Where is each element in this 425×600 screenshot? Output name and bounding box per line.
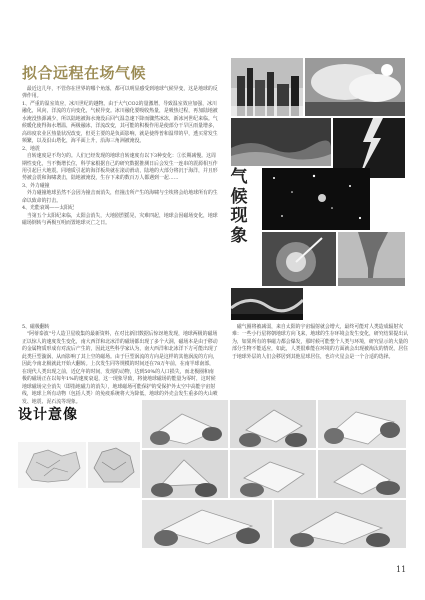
- crumpled-paper-image: [18, 442, 86, 488]
- main-text-column: [22, 86, 218, 228]
- page-title: 拟合远程在场气候: [22, 64, 147, 82]
- hands-folding-paper-image: [142, 500, 272, 548]
- hands-folding-paper-image: [142, 450, 228, 498]
- design-imagery-heading: 设计意像: [18, 407, 78, 423]
- city-skyline-photo: [231, 58, 303, 116]
- section-heading: 1、严重的温室效应，冰川世纪的越物。由于大气CO2的量激增，导致温室效应加强，冰川融化，风向，洋流的方向变化，气候异变。冰川融化要吸收热量，是吸热过程，再加陆地被水淹没热源减少，所以陆地被海水淹没后回气温急速下降而骤然冰冻，新冰河世纪来临。气候暖化使得海水增温，两极融冰，洋流改变，其可能的积极作用是使部分干旱区雨量增多，高纬度农业区热量状况改变，但更主要的是负面影响，就是使得普和温带的早，透买常发生频繁，以及沿山塔化，海平面上升，沿海三角洲被淹没。: [22, 100, 218, 145]
- aurora-photo: [231, 288, 303, 320]
- crumpled-paper-image: [88, 442, 140, 488]
- right-text-column: [232, 324, 412, 361]
- paragraph: 磁气圈将被减弱，来自太阳的宇宙辐射就会增大，最终可能对人类造成辐射灾难：一些小行星将朝地球方向飞来，地球的生存环境会发生变化，研究结果提出认为，如果所有的事磁力都会爆发，那时候可能整个人类与环境，研究显示的大量的部分生物不能适应，如此，人类很难能在环境的方面就会出现被淘汰的情况，居住于地球外层的人们会移居到其他星球居住，也许火星会是一个合适的选择。: [232, 324, 409, 360]
- hands-folding-paper-image: [142, 400, 228, 448]
- hands-folding-paper-image: [230, 400, 316, 448]
- earth-impact-photo: [262, 232, 336, 286]
- starfield-photo: [262, 168, 370, 230]
- section-heading: 2、地震: [22, 145, 40, 152]
- section-heading: 5、磁极翻转: [22, 324, 50, 330]
- paragraph: "阿蒂泰波"号人造卫星收集的最新资料，在对比新旧数据后惊讶地发现，地球两极的磁场正以惊人的速度发生变化，南大西洋和北冰洋的磁场都出现了多个大洞，磁场本是由于移动的金属物质形成有对流后产生的，因此这些科学家认为，南大西洋和北冰洋下方可能出现了此类巨型漩涡，从而影响了其上空的磁场。由于巨型涡流的方向是这样的其他涡流的方向，因此今南北极就此开始大翻转。上次发生同等规模的时间还在78万年前，在南半球南部，在现代人类出现之前，近亿年的时间，发现的动物，达到50%的人口损失，而北极圈和南极的磁场正在以每年1%的速度衰退，这一现象导致，将使地球磁场的能量为零时，这时候地球磁场完全消失（即指地磁力的消失），地球磁场可能保护的受保护外太空中高能宇宙射线，地球上所有动物（包括人类）的免疫系统将大为降低，地球的外壳会发生重多的火山喷发、地震、泥石流等现象。: [22, 331, 218, 405]
- main-text-wide-column: [22, 324, 218, 406]
- hands-folding-paper-image: [318, 450, 406, 498]
- hands-folding-paper-image: [230, 450, 316, 498]
- section-heading: 3、外力碰撞: [22, 182, 50, 189]
- hands-folding-paper-image: [318, 400, 406, 448]
- page-number: 11: [396, 565, 407, 574]
- glacier-cloud-photo: [305, 58, 405, 116]
- hands-folding-paper-image: [274, 500, 406, 548]
- paragraph: 自转速度是不均匀的。人们已经发现的地球自转速度有以下3种变化：①长期减慢。这周期性变化，当不衡增长位，科学家根据自己的研究数据推测日后会发生一连串的震源相互作用引起巨大地震。同地质引起的海洋板块就在滚动滑动，陆地的大部分将沉于海洋，并且形势被会震和海啸袭击，陆地被淹没，生存下来的数百万人都遇到一起……: [22, 153, 218, 182]
- paragraph: 最近这几年，不管你在世界的哪个角落，都可以明显感受到地球气候异变，这是地球的反弹作用。: [22, 86, 218, 100]
- section-heading: 4、光能衰竭——太阳纪: [22, 205, 75, 212]
- tornado-photo: [338, 232, 405, 286]
- storm-sea-photo: [231, 118, 331, 166]
- paragraph: 当第五个太阳纪来临，太阳会消失，大地剧烈摇晃，灾难四起，地球会因磁场变化，地球磁场倒转与两极互明而置地球灭亡之日。: [22, 212, 218, 227]
- climate-phenomenon-heading: 气 候 现 象: [230, 167, 248, 246]
- paragraph: 外力碰撞地球虽然不会因为撞击而消失，但撞击所产生的海啸与尘埃将会给地球所有的生命以致命的打击。: [22, 190, 218, 204]
